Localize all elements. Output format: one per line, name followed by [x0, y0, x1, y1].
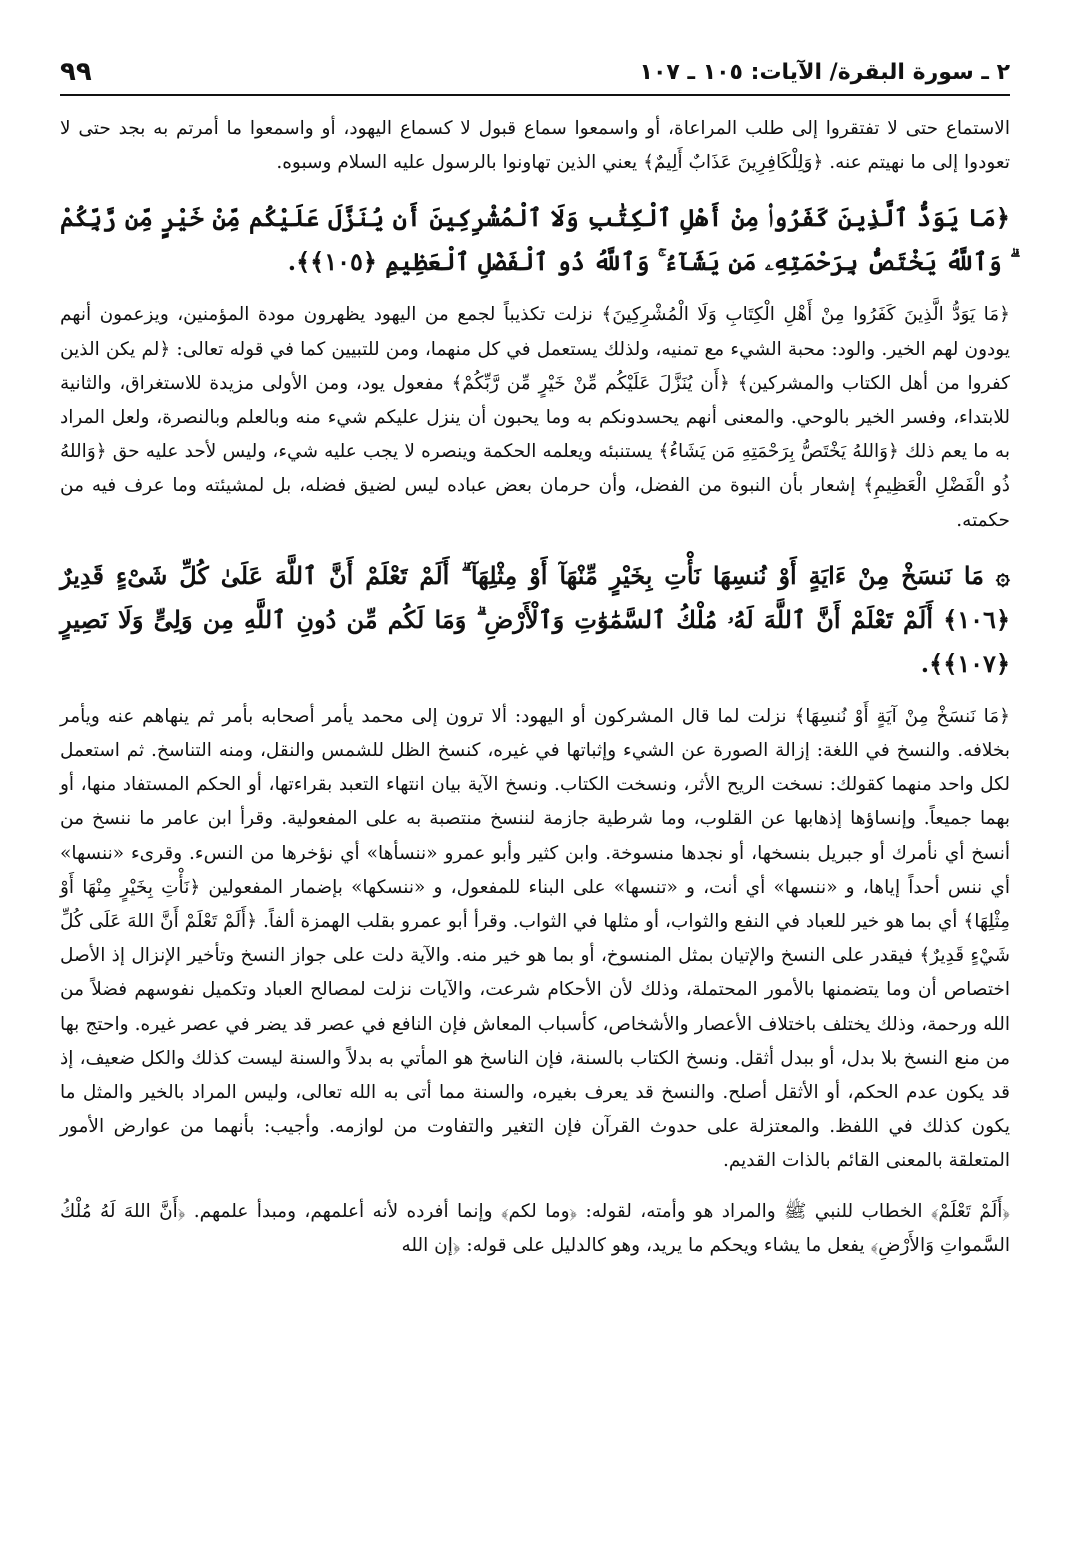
header-rule — [60, 94, 1010, 96]
page-body — [60, 112, 1010, 1279]
commentary-paragraph: ﴿مَا يَوَدُّ الَّذِينَ كَفَرُوا مِنْ أَهْلِ الْكِتَابِ وَلَا الْمُشْرِكِينَ﴾ نزلت تكذيباً لجمع من اليهود يظهرون مودة المؤمنين، ويزعمون أنهم يودون لهم الخير. والود: محبة الشيء مع تمنيه، ولذلك يستعمل في كل منهما، ومن للتبيين كما في قوله تعالى: ﴿لم يكن الذين كفروا من أهل الكتاب والمشركين﴾ ﴿أَن يُنَزَّلَ عَلَيْكُم مِّنْ خَيْرٍ مِّن رَّبِّكُمْ﴾ مفعول يود، ومن الأولى مزيدة للاستغراق، والثانية للابتداء، وفسر الخير بالوحي. والمعنى أنهم يحسدونكم به وما يحبون أن ينزل عليكم شيء منه وبالعلم وبالنصرة، ولعل المراد به ما يعم ذلك ﴿وَاللهُ يَخْتَصُّ بِرَحْمَتِهِ مَن يَشَاءُ﴾ يستنبئه ويعلمه الحكمة وينصره لا يجب عليه شيء، وليس لأحد عليه حق ﴿وَاللهُ ذُو الْفَضْلِ الْعَظِيمِ﴾ إشعار بأن النبوة من الفضل، وأن حرمان بعض عباده ليس لضيق فضله، بل لمشيئته وما عرف فيه من حكمته. — [60, 304, 1010, 531]
page-number: ٩٩ — [60, 57, 92, 87]
page-header — [60, 52, 1010, 92]
commentary-paragraph: ﴿مَا نَنسَخْ مِنْ آيَةٍ أَوْ نُنسِهَا﴾ نزلت لما قال المشركون أو اليهود: ألا ترون إلى محمد يأمر أصحابه بأمر ثم ينهاهم عنه ويأمر بخلافه. والنسخ في اللغة: إزالة الصورة عن الشيء وإثباتها في غيره، كنسخ الظل للشمس والنقل، ومنه التناسخ. ثم استعمل لكل واحد منهما كقولك: نسخت الريح الأثر، ونسخت الكتاب. ونسخ الآية بيان انتهاء التعبد بقراءتها، أو الحكم المستفاد منها، أو بهما جميعاً. وإنساؤها إذهابها عن القلوب، وما شرطية جازمة لننسخ منتصبة به على المفعولية. وقرأ ابن عامر ما ننسخ من أنسخ أي نأمرك أو جبريل بنسخها، أو نجدها منسوخة. وابن كثير وأبو عمرو «ننسأها» أي نؤخرها من النسء. وقرىء «ننسها» أي ننس أحداً إياها، و «ننسها» أي أنت، و «تنسها» على البناء للمفعول، و «ننسكها» بإضمار المفعولين ﴿نَأْتِ بِخَيْرٍ مِنْهَا أَوْ مِثْلِهَا﴾ أي بما هو خير للعباد في النفع والثواب، أو مثلها في الثواب. وقرأ أبو عمرو بقلب الهمزة ألفاً. ﴿أَلَمْ تَعْلَمْ أَنَّ اللهَ عَلَى كُلِّ شَيْءٍ قَدِيرٌ﴾ فيقدر على النسخ والإتيان بمثل المنسوخ، أو بما هو خير منه. والآية دلت على جواز النسخ وتأخير الإنزال إذ الأصل اختصاص أن وما يتضمنها بالأمور المحتملة، وذلك لأن الأحكام شرعت، والآيات نزلت لمصالح العباد وتكميل نفوسهم فضلاً من الله ورحمة، وذلك يختلف باختلاف الأعصار والأشخاص، كأسباب المعاش فإن النافع في عصر قد يضر في عصر غيره. واحتج بها من منع النسخ بلا بدل، أو ببدل أثقل. ونسخ الكتاب بالسنة، فإن الناسخ هو المأتي به بدلاً والسنة ليست كذلك والكل ضعيف، إذ قد يكون عدم الحكم، أو الأثقل أصلح. والنسخ قد يعرف بغيره، والسنة مما أتى به الله تعالى، وليس المراد بالخير والمثل ما يكون كذلك في اللفظ. والمعتزلة على حدوث القرآن فإن التغير والتفاوت من لوازمه. وأجيب: بأنهما من عوارض الأمور المتعلقة بالمعنى القائم بالذات القديم. — [60, 705, 1010, 1172]
quran-verse-block: ﴿مَا يَوَدُّ ٱلَّذِينَ كَفَرُوا۟ مِنْ أَهْلِ ٱلْكِتَٰبِ وَلَا ٱلْمُشْرِكِينَ أَن يُنَزَّلَ عَلَيْكُم مِّنْ خَيْرٍ مِّن رَّبِّكُمْ ۗ وَٱللَّهُ يَخْتَصُّ بِرَحْمَتِهِۦ مَن يَشَآءُ ۚ وَٱللَّهُ ذُو ٱلْفَضْلِ ٱلْعَظِيمِ ﴿١٠٥﴾﴾. — [60, 203, 1010, 277]
running-title: ٢ ـ سورة البقرة/ الآيات: ١٠٥ ـ ١٠٧ — [639, 59, 1010, 85]
commentary-paragraph: الاستماع حتى لا تفتقروا إلى طلب المراعاة، أو واسمعوا سماع قبول لا كسماع اليهود، أو واسمعوا ما أمرتم به بجد حتى لا تعودوا إلى ما نهيتم عنه. ﴿وَلِلْكَافِرِينَ عَذَابٌ أَلِيمٌ﴾ يعني الذين تهاونوا بالرسول عليه السلام وسبوه. — [60, 118, 1010, 174]
commentary-paragraph: ﴿أَلَمْ تَعْلَمْ﴾ الخطاب للنبي ﷺ والمراد هو وأمته، لقوله: ﴿وما لكم﴾ وإنما أفرده لأنه أعلمهم، ومبدأ علمهم. ﴿أَنَّ اللهَ لَهُ مُلْكُ السَّمواتِ وَالأَرْضِ﴾ يفعل ما يشاء ويحكم ما يريد، وهو كالدليل على قوله: ﴿إن الله — [60, 1200, 1010, 1256]
quran-verse-block: ۞ مَا نَنسَخْ مِنْ ءَايَةٍ أَوْ نُنسِهَا نَأْتِ بِخَيْرٍ مِّنْهَآ أَوْ مِثْلِهَآ ۗ أَلَمْ تَعْلَمْ أَنَّ ٱللَّهَ عَلَىٰ كُلِّ شَىْءٍ قَدِيرٌ ﴿١٠٦﴾ أَلَمْ تَعْلَمْ أَنَّ ٱللَّهَ لَهُۥ مُلْكُ ٱلسَّمَٰوَٰتِ وَٱلْأَرْضِ ۗ وَمَا لَكُم مِّن دُونِ ٱللَّهِ مِن وَلِىٍّ وَلَا نَصِيرٍ ﴿١٠٧﴾﴾. — [60, 560, 1010, 678]
